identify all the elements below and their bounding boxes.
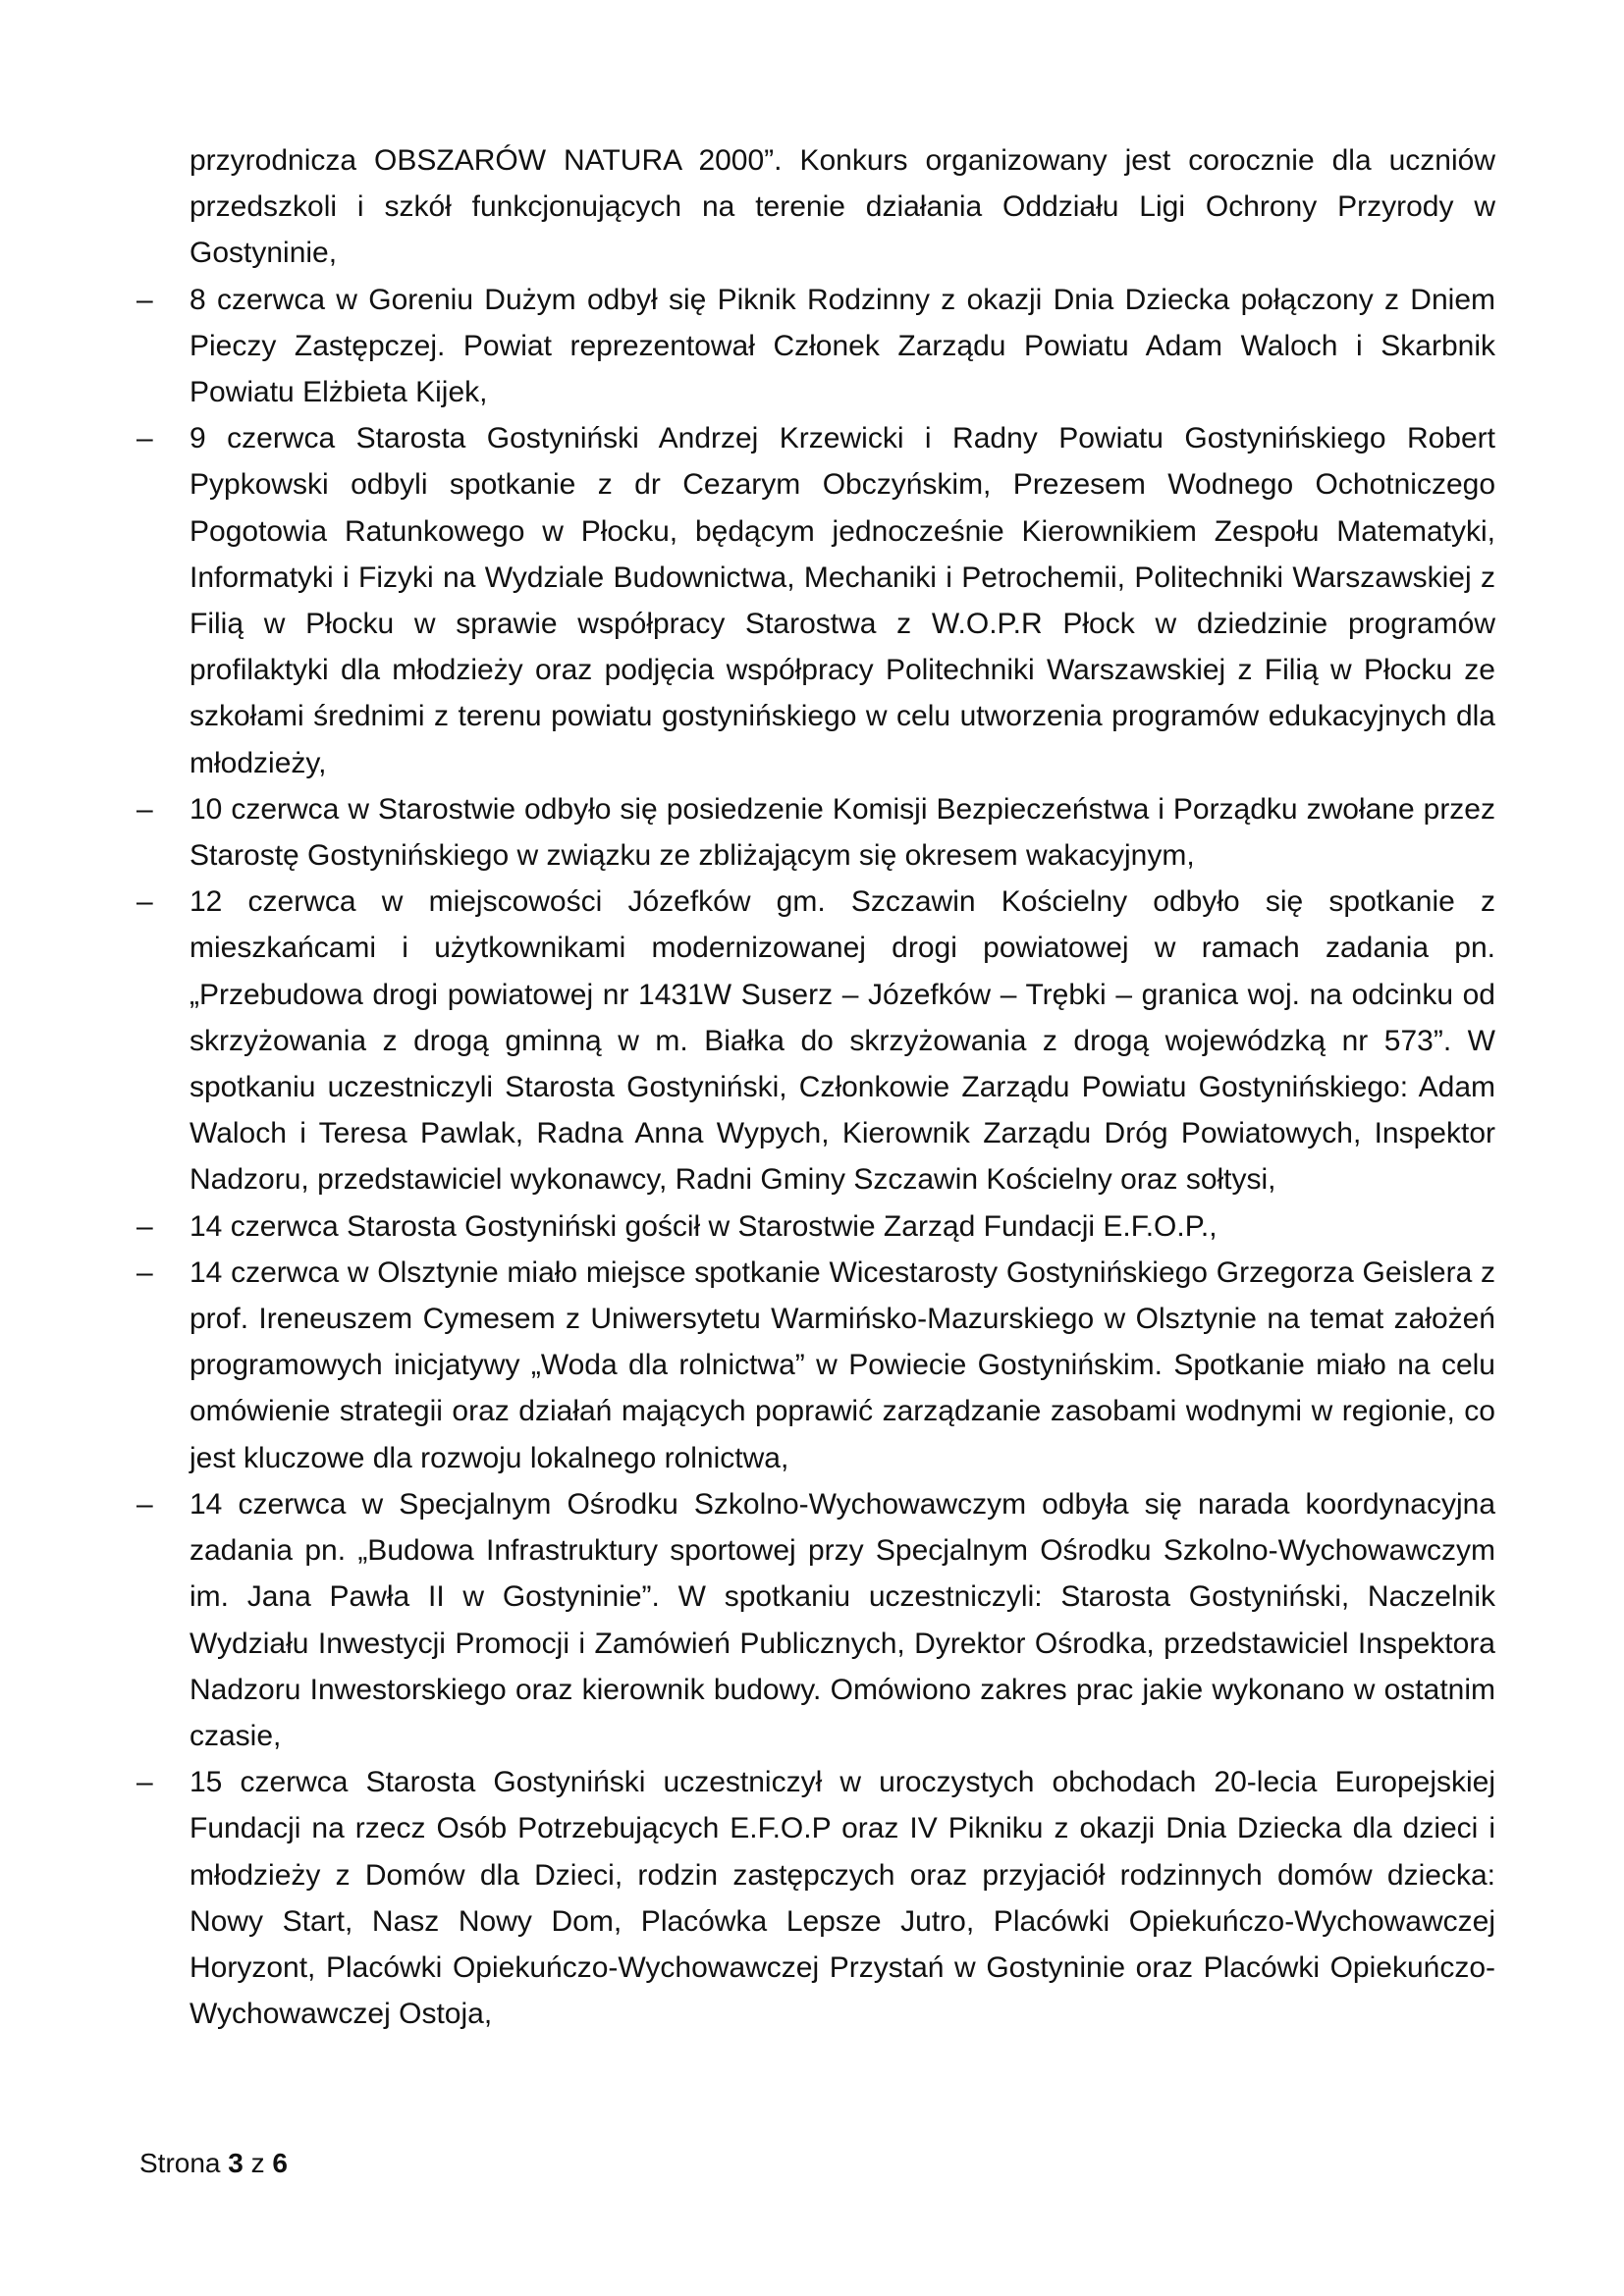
current-page-number: 3: [228, 2148, 244, 2178]
list-item-text: 14 czerwca Starosta Gostyniński gościł w Starostwie Zarząd Fundacji E.F.O.P.,: [189, 1209, 1218, 1243]
list-item-text: 12 czerwca w miejscowości Józefków gm. Szczawin Kościelny odbyło się spotkanie z mieszkańcami i użytkownikami modernizowanej drogi powiatowej w ramach zadania pn. „Przebudowa drogi powiatowej nr 1431W Suserz – Józefków – Trębki – granica woj. na odcinku od skrzyżowania z drogą gminną w m. Białka do skrzyżowania z drogą wojewódzką nr 573”. W spotkaniu uczestniczyli Starosta Gostyniński, Członkowie Zarządu Powiatu Gostynińskiego: Adam Waloch i Teresa Pawlak, Radna Anna Wypych, Kierownik Zarządu Dróg Powiatowych, Inspektor Nadzoru, przedstawiciel wykonawcy, Radni Gminy Szczawin Kościelny oraz sołtysi,: [189, 885, 1495, 1197]
list-item: [136, 415, 1495, 786]
list-item: [136, 1250, 1495, 1481]
list-item: [136, 879, 1495, 1202]
list-item-text: 14 czerwca w Olsztynie miało miejsce spotkanie Wicestarosty Gostynińskiego Grzegorza Geislera z prof. Ireneuszem Cymesem z Uniwersytetu Warmińsko-Mazurskiego w Olsztynie na temat założeń programowych inicjatywy „Woda dla rolnictwa” w Powiecie Gostynińskim. Spotkanie miało na celu omówienie strategii oraz działań mających poprawić zarządzanie zasobami wodnymi w regionie, co jest kluczowe dla rozwoju lokalnego rolnictwa,: [189, 1255, 1495, 1474]
dash-bullet: –: [136, 1487, 153, 1521]
dash-bullet: –: [136, 422, 153, 455]
intro-paragraph: przyrodnicza OBSZARÓW NATURA 2000”. Konkurs organizowany jest corocznie dla uczniów przedszkoli i szkół funkcjonujących na terenie działania Oddziału Ligi Ochrony Przyrody w Gostyninie,: [189, 144, 1495, 270]
list-item-text: 8 czerwca w Goreniu Dużym odbył się Piknik Rodzinny z okazji Dnia Dziecka połączony z Dniem Pieczy Zastępczej. Powiat reprezentował Członek Zarządu Powiatu Adam Waloch i Skarbnik Powiatu Elżbieta Kijek,: [189, 283, 1495, 409]
list-item: [136, 786, 1495, 879]
dash-bullet: –: [136, 283, 153, 316]
dash-bullet: –: [136, 1766, 153, 1799]
list-item: [136, 1203, 1495, 1250]
footer-label: Strona: [139, 2148, 221, 2178]
dash-bullet: –: [136, 792, 153, 826]
list-item: [136, 1759, 1495, 2037]
list-item-text: 10 czerwca w Starostwie odbyło się posiedzenie Komisji Bezpieczeństwa i Porządku zwołane przez Starostę Gostynińskiego w związku ze zbliżającym się okresem wakacyjnym,: [189, 792, 1495, 873]
event-list: [136, 277, 1495, 2038]
list-item: [136, 277, 1495, 416]
footer-separator: z: [250, 2148, 265, 2178]
total-page-count: 6: [272, 2148, 288, 2178]
list-item-text: 14 czerwca w Specjalnym Ośrodku Szkolno-Wychowawczym odbyła się narada koordynacyjna zadania pn. „Budowa Infrastruktury sportowej przy Specjalnym Ośrodku Szkolno-Wychowawczym im. Jana Pawła II w Gostyninie”. W spotkaniu uczestniczyli: Starosta Gostyniński, Naczelnik Wydziału Inwestycji Promocji i Zamówień Publicznych, Dyrektor Ośrodka, przedstawiciel Inspektora Nadzoru Inwestorskiego oraz kierownik budowy. Omówiono zakres prac jakie wykonano w ostatnim czasie,: [189, 1487, 1495, 1752]
list-item-text: 9 czerwca Starosta Gostyniński Andrzej Krzewicki i Radny Powiatu Gostynińskiego Robert Pypkowski odbyli spotkanie z dr Cezarym Obczyńskim, Prezesem Wodnego Ochotniczego Pogotowia Ratunkowego w Płocku, będącym jednocześnie Kierownikiem Zespołu Matematyki, Informatyki i Fizyki na Wydziale Budownictwa, Mechaniki i Petrochemii, Politechniki Warszawskiej z Filią w Płocku w sprawie współpracy Starostwa z W.O.P.R Płock w dziedzinie programów profilaktyki dla młodzieży oraz podjęcia współpracy Politechniki Warszawskiej z Filią w Płocku ze szkołami średnimi z terenu powiatu gostynińskiego w celu utworzenia programów edukacyjnych dla młodzieży,: [189, 422, 1495, 779]
page-body: [136, 137, 1495, 2037]
list-item: [136, 1481, 1495, 1759]
page-number-footer: [139, 2147, 288, 2180]
list-item-text: 15 czerwca Starosta Gostyniński uczestniczył w uroczystych obchodach 20-lecia Europejskiej Fundacji na rzecz Osób Potrzebujących E.F.O.P oraz IV Pikniku z okazji Dnia Dziecka dla dzieci i młodzieży z Domów dla Dzieci, rodzin zastępczych oraz przyjaciół rodzinnych domów dziecka: Nowy Start, Nasz Nowy Dom, Placówka Lepsze Jutro, Placówki Opiekuńczo-Wychowawczej Horyzont, Placówki Opiekuńczo-Wychowawczej Przystań w Gostyninie oraz Placówki Opiekuńczo-Wychowawczej Ostoja,: [189, 1766, 1495, 2031]
dash-bullet: –: [136, 885, 153, 919]
dash-bullet: –: [136, 1255, 153, 1289]
dash-bullet: –: [136, 1209, 153, 1243]
